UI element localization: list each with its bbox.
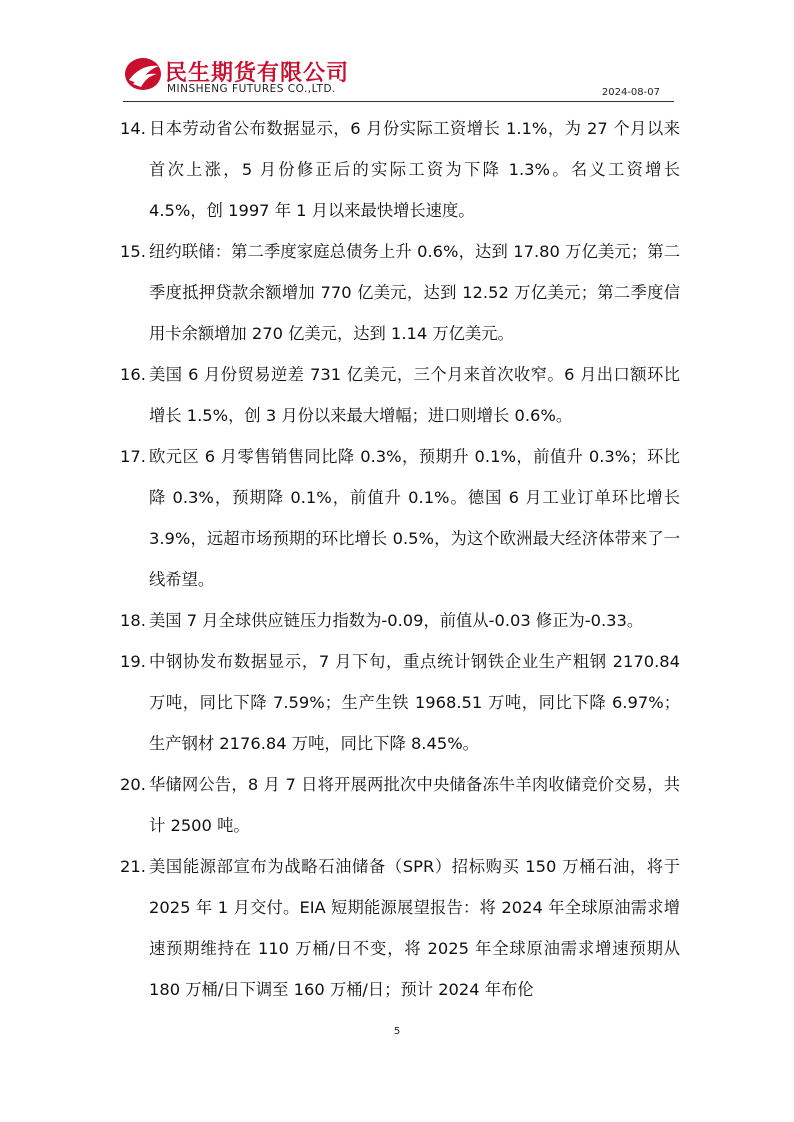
company-name-cn: 民生期货有限公司 <box>165 61 350 86</box>
list-item <box>120 600 680 641</box>
list-item <box>120 641 680 764</box>
item-text: 中钢协发布数据显示，7 月下旬，重点统计钢铁企业生产粗钢 2170.84 万吨，同比下降 7.59%；生产生铁 1968.51 万吨，同比下降 6.97%；生产钢材 2176.84 万吨，同比下降 8.45%。 <box>149 652 680 753</box>
item-number: 15. <box>120 242 146 261</box>
item-number: 19. <box>120 652 146 671</box>
header-divider <box>123 101 674 102</box>
item-text: 美国 6 月份贸易逆差 731 亿美元，三个月来首次收窄。6 月出口额环比增长 1.5%，创 3 月份以来最大增幅；进口则增长 0.6%。 <box>149 365 680 425</box>
list-item <box>120 354 680 436</box>
news-list <box>120 108 680 1010</box>
item-number: 16. <box>120 365 146 384</box>
list-item <box>120 436 680 600</box>
item-number: 20. <box>120 775 146 794</box>
list-item <box>120 108 680 231</box>
list-item <box>120 764 680 846</box>
item-text: 美国 7 月全球供应链压力指数为-0.09，前值从-0.03 修正为-0.33。 <box>149 611 644 630</box>
item-text: 华储网公告，8 月 7 日将开展两批次中央储备冻牛羊肉收储竞价交易，共计 2500 吨。 <box>149 775 680 835</box>
minsheng-logo-icon <box>123 54 163 94</box>
list-item <box>120 846 680 1010</box>
item-number: 17. <box>120 447 146 466</box>
company-name-en: MINSHENG FUTURES CO.,LTD. <box>167 83 336 95</box>
item-number: 14. <box>120 119 146 138</box>
item-text: 纽约联储：第二季度家庭总债务上升 0.6%，达到 17.80 万亿美元；第二季度抵押贷款余额增加 770 亿美元，达到 12.52 万亿美元；第二季度信用卡余额增加 270 亿美元，达到 1.14 万亿美元。 <box>149 242 680 343</box>
item-text: 日本劳动省公布数据显示，6 月份实际工资增长 1.1%，为 27 个月以来首次上涨，5 月份修正后的实际工资为下降 1.3%。名义工资增长 4.5%，创 1997 年 1 月以来最快增长速度。 <box>149 119 680 220</box>
item-text: 美国能源部宣布为战略石油储备（SPR）招标购买 150 万桶石油，将于 2025 年 1 月交付。EIA 短期能源展望报告：将 2024 年全球原油需求增速预期维持在 110 万桶/日不变，将 2025 年全球原油需求增速预期从 180 万桶/日下调至 160 万桶/日；预计 2024 年布伦 <box>149 857 680 999</box>
page-header <box>123 50 674 102</box>
item-number: 21. <box>120 857 146 876</box>
item-number: 18. <box>120 611 146 630</box>
list-item <box>120 231 680 354</box>
item-text: 欧元区 6 月零售销售同比降 0.3%，预期升 0.1%，前值升 0.3%；环比降 0.3%，预期降 0.1%，前值升 0.1%。德国 6 月工业订单环比增长 3.9%，远超市场预期的环比增长 0.5%，为这个欧洲最大经济体带来了一线希望。 <box>149 447 680 589</box>
report-date: 2024-08-07 <box>601 87 660 98</box>
page-number: 5 <box>393 1026 401 1037</box>
